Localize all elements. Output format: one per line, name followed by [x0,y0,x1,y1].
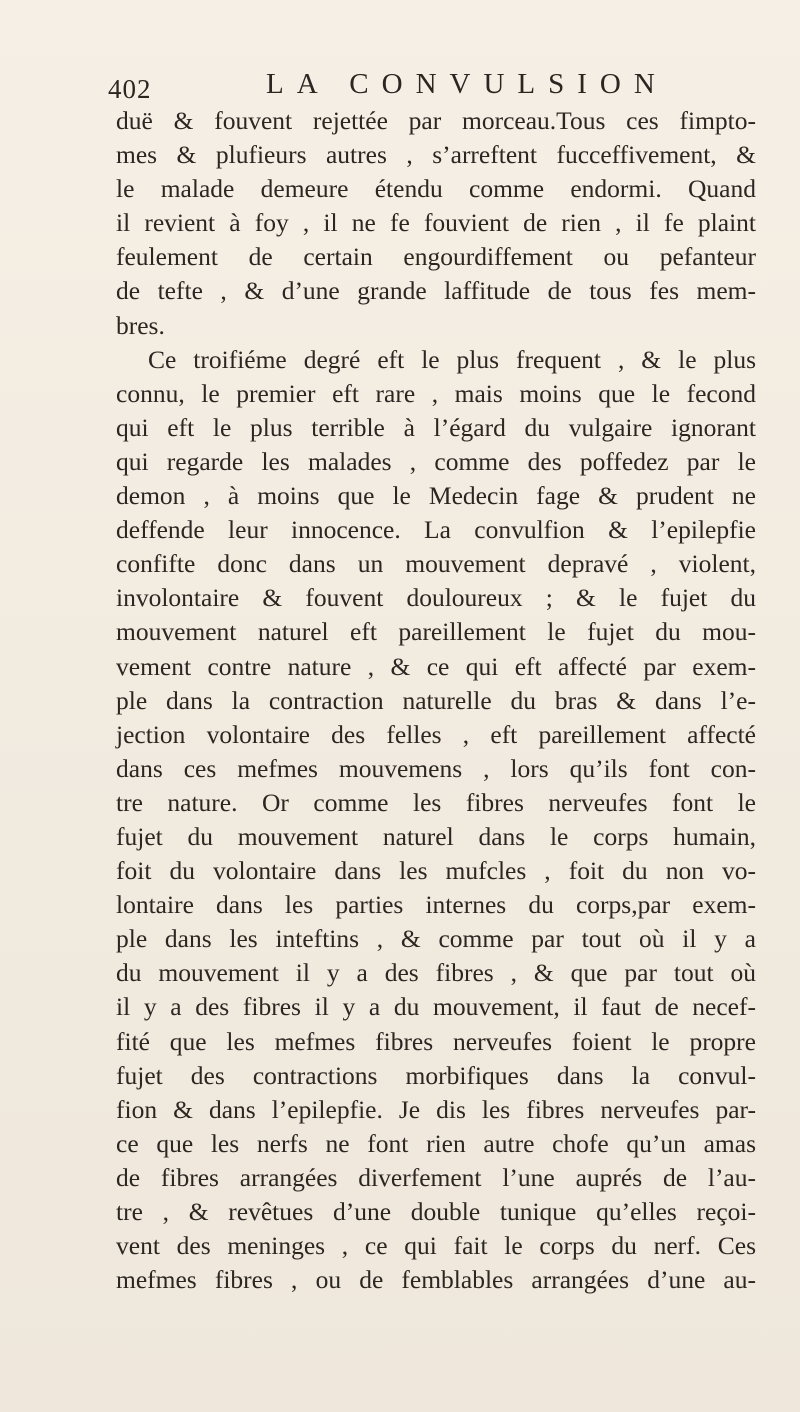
text-line: feulement de certain engourdiffement ou pefanteur [116,242,756,272]
text-line: connu, le premier eft rare , mais moins que le fecond [116,378,756,408]
text-line: bres. [116,310,165,340]
text-line: mouvement naturel eft pareillement le fujet du mou- [116,617,756,647]
text-line: foit du volontaire dans les mufcles , foit du non vo- [116,856,756,886]
text-line: de tefte , & d’une grande laffitude de tous fes mem- [116,276,756,306]
page-number: 402 [108,74,152,104]
text-line: ce que les nerfs ne font rien autre chofe qu’un amas [116,1128,756,1158]
paragraph-start-line: Ce troifiéme degré eft le plus frequent , & le plus [148,344,756,374]
text-line: jection volontaire des felles , eft pareillement affecté [116,719,756,749]
text-line: ple dans les inteftins , & comme par tout où il y a [116,924,756,954]
text-line: il y a des fibres il y a du mouvement, il faut de necef- [116,992,756,1022]
body-text [116,104,756,1297]
text-line: demon , à moins que le Medecin fage & prudent ne [116,481,756,511]
text-line: lontaire dans les parties internes du corps,par exem- [116,890,756,920]
text-line: ple dans la contraction naturelle du bras & dans l’e- [116,685,756,715]
running-head: LA CONVULSION [266,68,668,100]
text-line: qui regarde les malades , comme des poffedez par le [116,446,756,476]
text-line: tre , & revêtues d’une double tunique qu’elles reçoi- [116,1197,756,1226]
text-line: de fibres arrangées diverfement l’une auprés de l’au- [116,1162,756,1192]
text-line: deffende leur innocence. La convulfion & l’epilepfie [116,515,756,545]
text-line: fujet des contractions morbifiques dans la convul- [116,1060,756,1090]
text-line: fité que les mefmes fibres nerveufes foient le propre [116,1026,756,1056]
page-header [108,68,768,104]
text-line: il revient à foy , il ne fe fouvient de rien , il fe plaint [116,208,756,238]
text-line: mes & plufieurs autres , s’arreftent fucceffivement, & [116,140,756,170]
text-line: involontaire & fouvent douloureux ; & le fujet du [116,583,756,613]
text-line: mefmes fibres , ou de femblables arrangées d’une au- [116,1265,756,1295]
text-line: du mouvement il y a des fibres , & que par tout où [116,958,756,988]
text-line: fujet du mouvement naturel dans le corps humain, [116,821,756,851]
text-line: dans ces mefmes mouvemens , lors qu’ils font con- [116,753,756,783]
text-line: duë & fouvent rejettée par morceau.Tous ces fimpto- [116,106,756,135]
text-line: vent des meninges , ce qui fait le corps du nerf. Ces [116,1231,756,1261]
text-line: tre nature. Or comme les fibres nerveufes font le [116,787,756,817]
text-line: fion & dans l’epilepfie. Je dis les fibres nerveufes par- [116,1094,756,1124]
text-line: qui eft le plus terrible à l’égard du vulgaire ignorant [116,412,756,442]
text-line: vement contre nature , & ce qui eft affecté par exem- [116,651,756,681]
text-line: confifte donc dans un mouvement depravé , violent, [116,549,756,579]
text-line: le malade demeure étendu comme endormi. Quand [116,174,756,204]
